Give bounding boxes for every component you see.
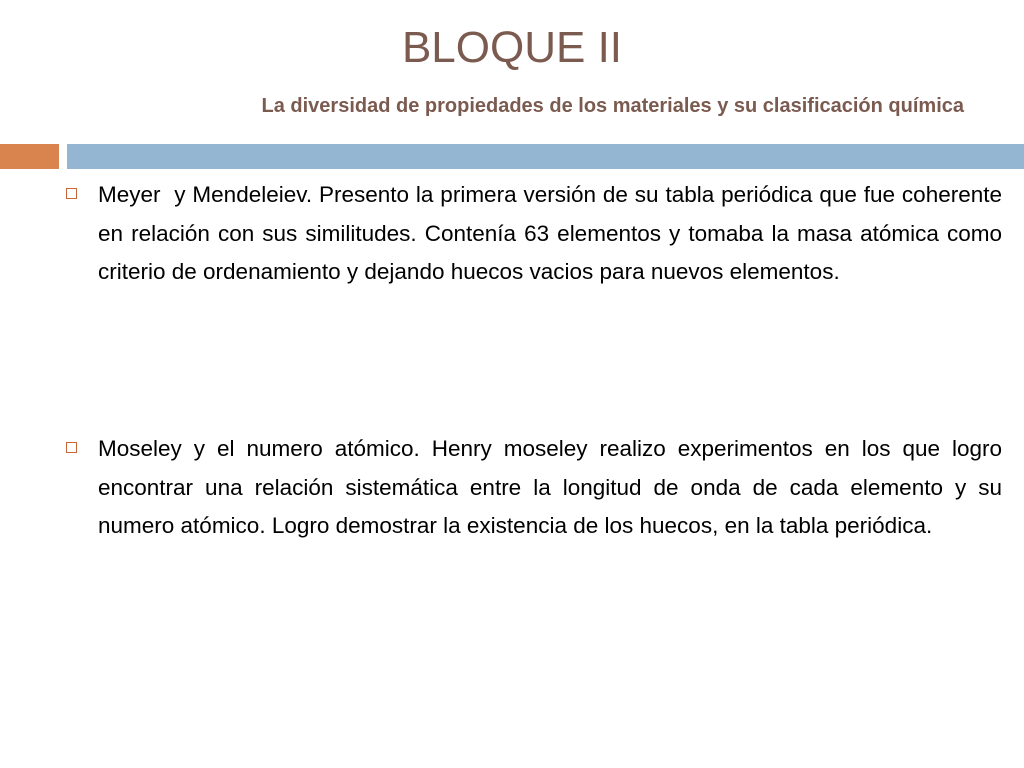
bullet-text: Moseley y el numero atómico. Henry moseley realizo experimentos en los que logro encontrar una relación sistemática entre la longitud de onda de cada elemento y su numero atómico. Logro demostrar la existencia de los huecos, en la tabla periódica. — [98, 436, 1002, 538]
bullet-item-moseley — [60, 430, 1002, 546]
accent-bar-orange — [0, 144, 59, 169]
slide-subtitle: La diversidad de propiedades de los materiales y su clasificación química — [261, 95, 964, 117]
square-bullet-icon — [66, 188, 77, 199]
accent-bar-blue — [67, 144, 1024, 169]
bullet-item-meyer-mendeleiev — [60, 176, 1009, 292]
square-bullet-icon — [66, 442, 77, 453]
slide-title: BLOQUE II — [401, 23, 623, 72]
bullet-text: Meyer y Mendeleiev. Presento la primera versión de su tabla periódica que fue coherente en relación con sus similitudes. Contenía 63 elementos y tomaba la masa atómica como criterio de ordenamiento y dejando huecos vacios para nuevos elementos. — [98, 182, 1009, 284]
